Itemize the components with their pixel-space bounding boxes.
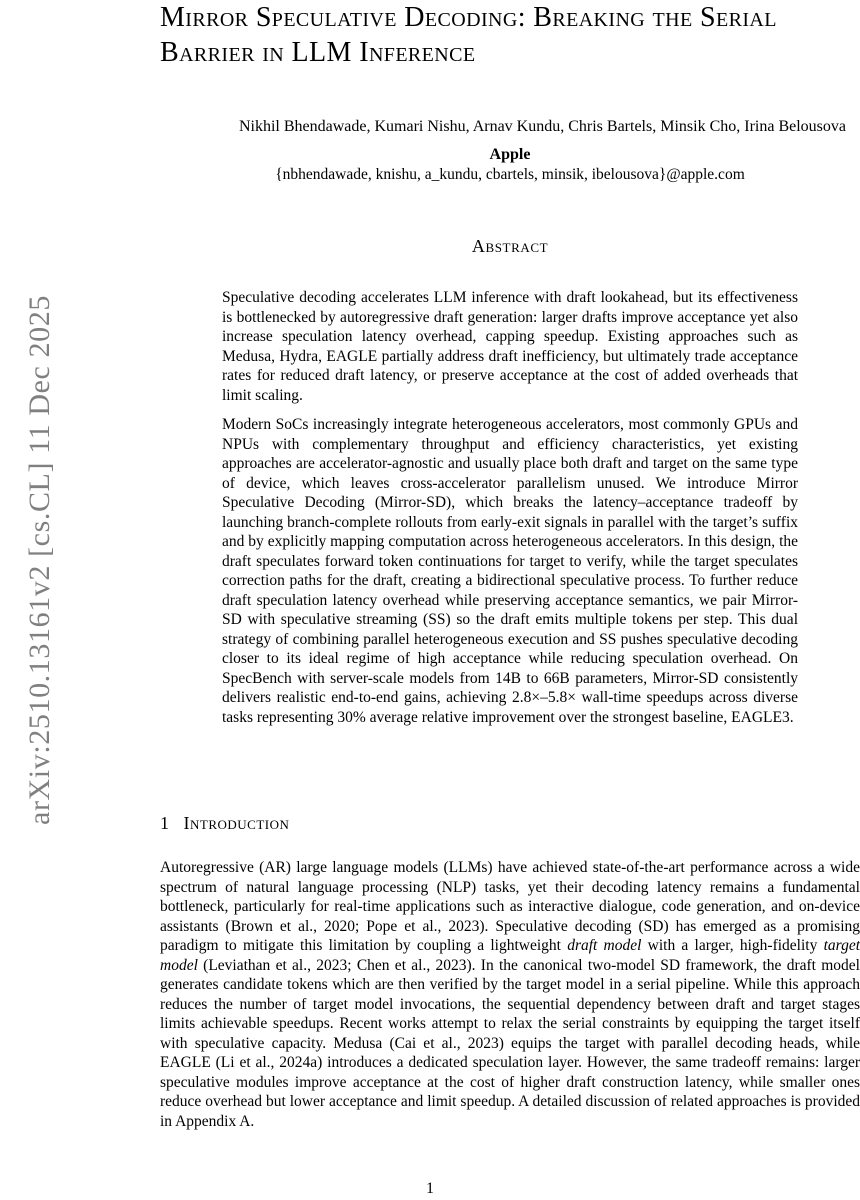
arxiv-sidebar	[20, 250, 60, 870]
section-title: Introduction	[183, 813, 290, 833]
abstract-heading: Abstract	[471, 236, 549, 256]
arxiv-identifier: arXiv:2510.13161v2 [cs.CL] 11 Dec 2025	[23, 295, 56, 825]
intro-text: (Leviathan et al., 2023; Chen et al., 2023). In the canonical two-model SD framework, the draft model generates candidate tokens which are then verified by the target model in a serial pipeline. While this approach reduces the number of target model invocations, the sequential dependency between draft and target stages limits achievable speedups. Recent works attempt to relax the serial constraints by equipping the target itself with speculative capacity. Medusa (Cai et al., 2023) equips the target with parallel decoding heads, while EAGLE (Li et al., 2024a) introduces a dedicated speculation layer. However, the same tradeoff remains: larger speculative modules improve acceptance at the cost of higher draft construction latency, while smaller ones reduce overhead but lower acceptance and limit speedup. A detailed discussion of related approaches is provided in Appendix A.	[160, 956, 860, 1130]
section-number: 1	[160, 813, 170, 833]
author-list: Nikhil Bhendawade, Kumari Nishu, Arnav Kundu, Chris Bartels, Minsik Cho, Irina Belousova	[238, 118, 846, 135]
page-number: 1	[426, 1180, 434, 1197]
abstract-paragraph: Modern SoCs increasingly integrate heterogeneous accelerators, most commonly GPUs and NPUs with complementary throughput and efficiency characteristics, yet existing approaches are accelerator-agnostic and usually place both draft and target on the same type of device, which leaves cross-accelerator parallelism unused. We introduce Mirror Speculative Decoding (Mirror-SD), which breaks the latency–acceptance tradeoff by launching branch-complete rollouts from early-exit signals in parallel with the target’s suffix and by explicitly mapping computation across heterogeneous accelerators. In this design, the draft speculates forward token continuations for target to verify, while the target speculates correction paths for the draft, creating a bidirectional speculative process. To further reduce draft speculation latency overhead while preserving acceptance semantics, we pair Mirror-SD with speculative streaming (SS) so the draft emits multiple tokens per step. This dual strategy of combining parallel heterogeneous execution and SS pushes speculative decoding closer to its ideal regime of high acceptance while reducing speculation overhead. On SpecBench with server-scale models from 14B to 66B parameters, Mirror-SD consistently delivers realistic end-to-end gains, achieving 2.8×–5.8× wall-time speedups across diverse tasks representing 30% average relative improvement over the strongest baseline, EAGLE3.	[222, 416, 798, 726]
abstract-body	[222, 288, 798, 737]
abstract-paragraph: Speculative decoding accelerates LLM inference with draft lookahead, but its effectiveness is bottlenecked by autoregressive draft generation: larger drafts improve acceptance yet also increase speculation latency overhead, capping speedup. Existing approaches such as Medusa, Hydra, EAGLE partially address draft inefficiency, but ultimately trade acceptance rates for reduced draft latency, or preserve acceptance at the cost of added overheads that limit scaling.	[222, 289, 798, 404]
paper-title: Mirror Speculative Decoding: Breaking the Serial Barrier in LLM Inference	[160, 2, 777, 68]
intro-emphasis: target model	[160, 937, 860, 974]
intro-emphasis: draft model	[567, 937, 642, 954]
intro-text: Autoregressive (AR) large language models (LLMs) have achieved state-of-the-art performance across a wide spectrum of natural language processing (NLP) tasks, yet their decoding latency remains a fundamental bottleneck, particularly for real-time applications such as interactive dialogue, code generation, and on-device assistants (Brown et al., 2020; Pope et al., 2023). Speculative decoding (SD) has emerged as a promising paradigm to mitigate this limitation by coupling a lightweight	[160, 859, 860, 954]
author-emails: {nbhendawade, knishu, a_kundu, cbartels, minsik, ibelousova}@apple.com	[275, 166, 745, 183]
intro-paragraph	[160, 858, 860, 1131]
intro-text: with a larger, high-fidelity	[641, 937, 824, 954]
introduction-body	[160, 858, 860, 1131]
section-heading-introduction	[160, 813, 289, 834]
affiliation: Apple	[489, 146, 531, 163]
